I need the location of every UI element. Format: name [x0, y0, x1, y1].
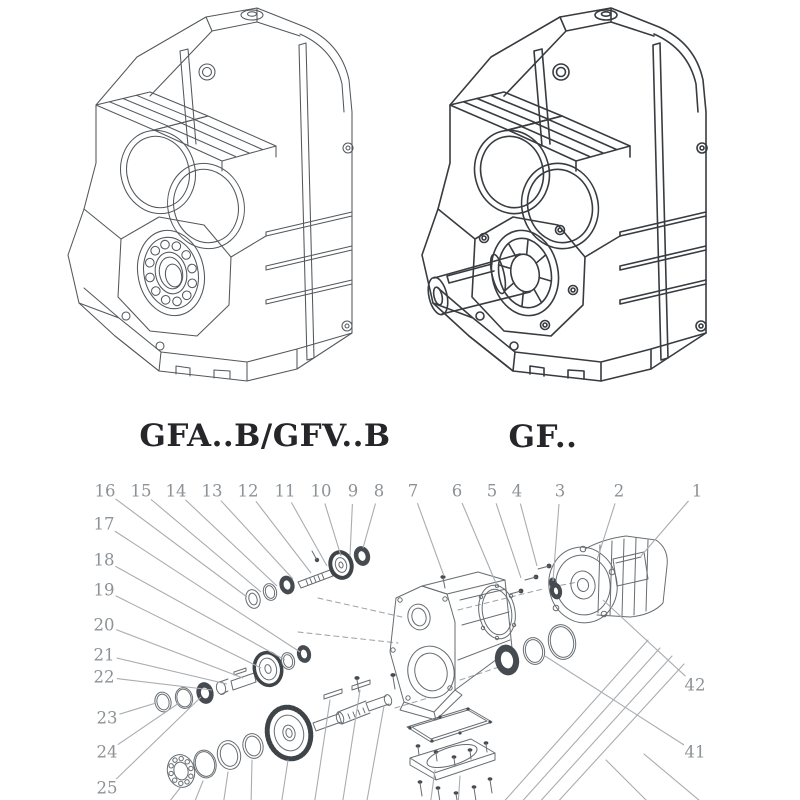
side-tie-strap	[653, 43, 668, 360]
callout-42: 42	[684, 675, 706, 695]
callout-17: 17	[93, 514, 115, 534]
bearing-boss-octagon	[472, 217, 585, 336]
output-flange	[484, 224, 566, 322]
callout-4: 4	[511, 481, 523, 501]
leader-line-5	[496, 503, 521, 578]
leader-line-24	[118, 703, 179, 745]
callout-8: 8	[373, 481, 385, 501]
callout-12: 12	[237, 481, 259, 501]
base-foot	[79, 288, 352, 381]
callout-21: 21	[93, 645, 115, 665]
gear-housing	[354, 572, 512, 720]
upper-bore-2	[512, 154, 609, 258]
exploded-parts-art	[153, 536, 706, 800]
input-shaft-parts	[244, 544, 373, 610]
callout-7: 7	[407, 481, 419, 501]
side-ribs	[266, 212, 352, 304]
gearbox-hollow-shaft-drawing	[68, 8, 353, 381]
front-tie-strap	[180, 49, 196, 146]
front-tie-strap	[534, 49, 550, 146]
oil-pan-parts	[407, 707, 495, 800]
strap-hole	[199, 64, 215, 80]
shaft-key-1	[324, 689, 342, 699]
base-foot	[433, 288, 706, 381]
leader-line-10	[325, 503, 341, 556]
leader-line-4	[520, 504, 537, 566]
callout-6: 6	[451, 481, 463, 501]
pan-gasket	[407, 708, 492, 742]
callout-5: 5	[486, 481, 498, 501]
figure-label-right: GF..	[508, 419, 578, 455]
leader-line-16	[115, 499, 247, 597]
callout-13: 13	[201, 481, 223, 501]
leader-line-12	[256, 501, 311, 573]
leader-line-18	[115, 566, 285, 660]
leader-line-15	[151, 499, 261, 592]
hollow-shaft-bearing	[130, 224, 212, 322]
callout-2: 2	[613, 481, 625, 501]
leader-line-17	[115, 531, 300, 652]
callout-24: 24	[96, 742, 118, 762]
bearing-boss-octagon	[118, 217, 231, 336]
callout-16: 16	[94, 481, 116, 501]
output-gear	[262, 703, 316, 764]
leader-line-6	[462, 503, 498, 588]
callout-14: 14	[165, 481, 187, 501]
side-tie-strap	[299, 43, 314, 360]
leader-line-20	[116, 630, 243, 678]
motor	[542, 536, 667, 629]
upper-bore-2	[158, 154, 255, 258]
callout-9: 9	[347, 481, 359, 501]
oil-pan	[410, 739, 495, 780]
leader-line-22	[117, 679, 212, 690]
leader-line-7	[417, 503, 444, 576]
callout-1: 1	[691, 481, 703, 501]
callout-3: 3	[554, 481, 566, 501]
callout-41: 41	[684, 742, 706, 762]
leader-line-23	[119, 703, 156, 714]
callout-25: 25	[96, 778, 118, 798]
figure-label-left: GFA..B/GFV..B	[139, 418, 391, 454]
callout-15: 15	[130, 481, 152, 501]
callout-20: 20	[93, 615, 115, 635]
callout-11: 11	[274, 481, 296, 501]
pan-bolts-lower	[418, 777, 493, 800]
leader-line-3	[553, 504, 559, 581]
leader-line-11	[291, 502, 327, 566]
leader-line-9	[350, 504, 352, 556]
shaft-key-2	[352, 680, 370, 690]
callout-10: 10	[310, 481, 332, 501]
leader-line-14	[185, 500, 277, 586]
callout-23: 23	[96, 708, 118, 728]
callout-22: 22	[93, 667, 115, 687]
callout-18: 18	[93, 550, 115, 570]
leader-line-1	[641, 501, 689, 556]
callout-19: 19	[93, 580, 115, 600]
terminal-box	[613, 552, 648, 586]
gearbox-solid-shaft-drawing	[422, 8, 707, 381]
leader-line-8	[363, 504, 375, 548]
side-ribs	[620, 212, 706, 304]
leader-line-2	[597, 503, 615, 560]
